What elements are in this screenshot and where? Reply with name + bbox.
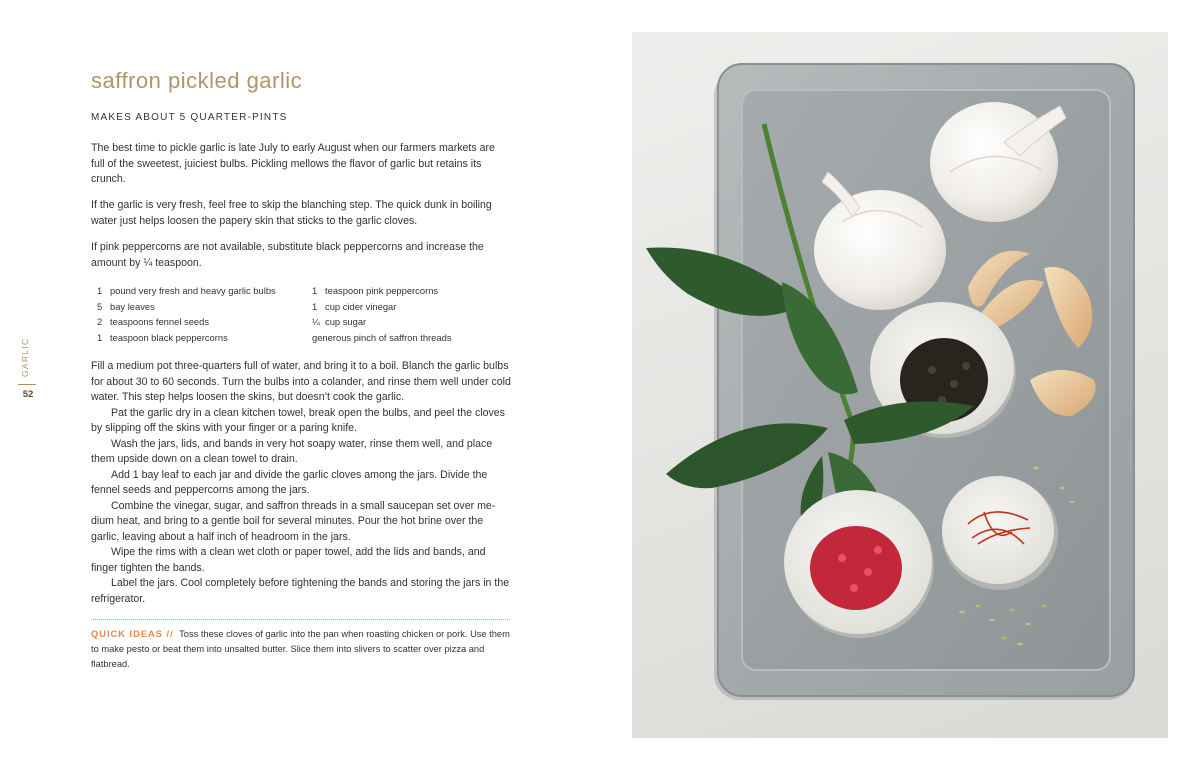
- method-step: Wipe the rims with a clean wet cloth or paper towel, add the lids and bands, and finger tighten the bands.: [91, 546, 486, 574]
- ingredient-name: pound very fresh and heavy garlic bulbs: [110, 285, 276, 296]
- ingredient-row: [312, 283, 512, 299]
- chapter-rule: [18, 384, 36, 385]
- ingredient-quantity: 2: [97, 316, 103, 328]
- ingredient-row: [97, 330, 312, 346]
- method-step: Label the jars. Cool completely before tightening the bands and storing the jars in the refrigerator.: [91, 577, 510, 605]
- method-step: Wash the jars, lids, and bands in very hot soapy water, rinse them well, and place them upside down on a clean towel to drain.: [91, 437, 493, 465]
- intro-text: The best time to pickle garlic is late July to early August when our farmers markets are full of the sweetest, juiciest bulbs. Pickling mellows the flavor of garlic but retains its crunch.: [91, 142, 495, 185]
- ingredient-quantity: 5: [97, 300, 103, 312]
- dotted-divider: [91, 619, 510, 620]
- ingredient-quantity: 1: [97, 285, 103, 296]
- intro-paragraph: [91, 198, 511, 229]
- ingredient-name: cup sugar: [325, 316, 367, 328]
- intro-text: If pink peppercorns are not available, substitute black peppercorns and increase the amount by ¼ teaspoon.: [91, 241, 484, 269]
- ingredient-name: teaspoon black peppercorns: [110, 331, 228, 343]
- chapter-tab: [16, 337, 40, 406]
- quick-ideas-label: QUICK IDEAS //: [91, 629, 174, 639]
- intro-text: If the garlic is very fresh, feel free to skip the blanching step. The quick dunk in boiling water just helps loosen the papery skin that sticks to the garlic cloves.: [91, 199, 492, 227]
- ingredient-quantity: 1: [312, 285, 318, 296]
- page-number: 52: [22, 389, 34, 400]
- recipe-title: saffron pickled garlic: [91, 68, 303, 93]
- method-steps: [91, 359, 511, 607]
- ingredient-row: [97, 299, 312, 315]
- ingredient-name: cup cider vinegar: [325, 300, 397, 312]
- ingredient-row: [97, 314, 312, 330]
- ingredient-row: [97, 283, 312, 299]
- method-step: Fill a medium pot three-quarters full of water, and bring it to a boil. Blanch the garlic bulbs for about 30 to 60 seconds. Turn the bulbs into a colander, and rinse them well under cold water. This step helps loosen the skins, but doesn’t cook the garlic.: [91, 360, 511, 403]
- method-step: Combine the vinegar, sugar, and saffron threads in a small saucepan set over medium heat, and bring to a gentle boil for several minutes. Pour the hot brine over the garlic, leaving about a half inch of headroom in the jars.: [91, 499, 496, 543]
- quick-ideas-text: Toss these cloves of garlic into the pan when roasting chicken or pork. Use them to make pesto or beat them into unsalted butter. Slice them into slivers to scatter over pizza and flatbread.: [91, 629, 510, 669]
- ingredient-row: [312, 330, 512, 346]
- ingredient-quantity: 1: [312, 300, 318, 312]
- ingredient-name: teaspoons fennel seeds: [110, 316, 210, 328]
- ingredients-photo: [632, 32, 1168, 738]
- ingredient-quantity: 1: [97, 331, 103, 343]
- ingredient-column-right: [312, 283, 512, 345]
- chapter-label: GARLIC: [20, 337, 30, 377]
- method-step: Add 1 bay leaf to each jar and divide the garlic cloves among the jars. Divide the fennel seeds and peppercorns among the jars.: [91, 468, 488, 496]
- ingredient-name: generous pinch of saffron threads: [312, 331, 452, 343]
- ingredient-name: teaspoon pink peppercorns: [325, 285, 439, 296]
- ingredient-row: [312, 299, 512, 315]
- intro-paragraph: [91, 240, 511, 271]
- ingredient-quantity: ¼: [312, 316, 320, 328]
- ingredient-row: [312, 314, 512, 330]
- ingredient-column-left: [97, 283, 312, 345]
- method-step: Pat the garlic dry in a clean kitchen towel, break open the bulbs, and peel the cloves by slipping off the skins with your finger or a paring knife.: [91, 406, 505, 434]
- ingredient-name: bay leaves: [110, 300, 155, 312]
- intro-paragraph: [91, 141, 511, 188]
- recipe-yield: MAKES ABOUT 5 QUARTER-PINTS: [91, 112, 288, 123]
- quick-ideas-note: [91, 627, 511, 672]
